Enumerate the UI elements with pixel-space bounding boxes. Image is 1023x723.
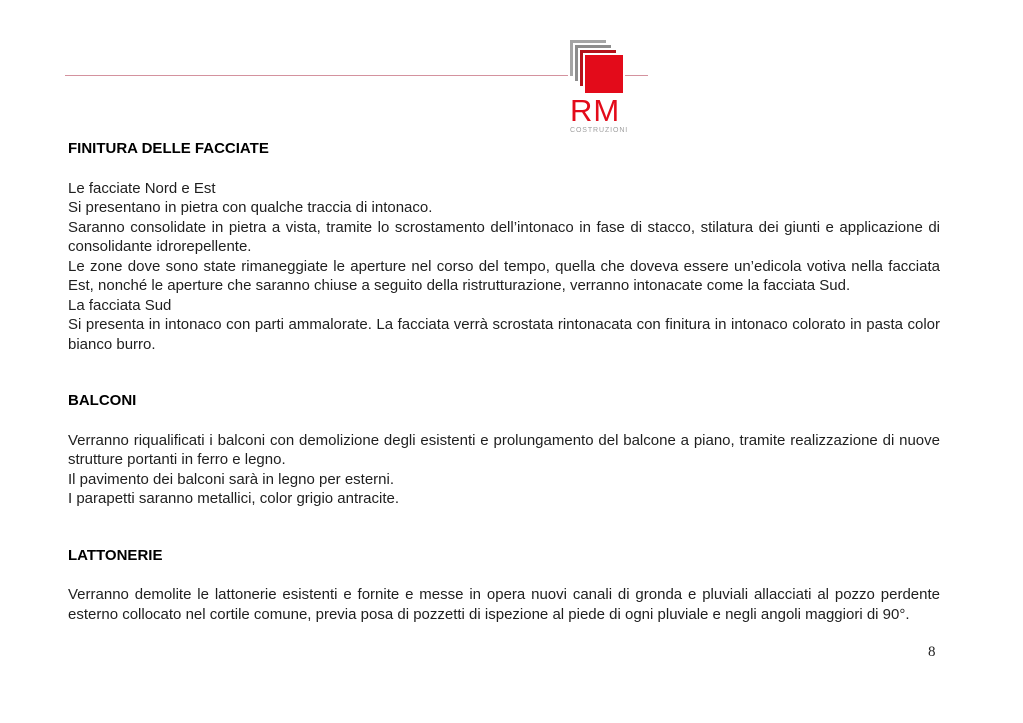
paragraph: Le facciate Nord e Est	[68, 179, 216, 197]
logo-squares-icon	[570, 40, 624, 95]
section-heading: FINITURA DELLE FACCIATE	[68, 140, 269, 157]
header-divider-line	[65, 75, 648, 76]
logo-subtext: COSTRUZIONI	[570, 127, 629, 134]
paragraph: Verranno riqualificati i balconi con demolizione degli esistenti e prolungamento del balcone a piano, tramite realizzazione di nuove strutture portanti in ferro e legno.	[68, 431, 940, 468]
paragraph: La facciata Sud	[68, 296, 172, 314]
paragraph: Si presenta in intonaco con parti ammalorate. La facciata verrà scrostata rintonacata con finitura in intonaco colorato in pasta color bianco burro.	[68, 316, 940, 353]
section-finitura-delle-facciate	[68, 139, 940, 354]
document-body	[68, 139, 940, 624]
paragraph: Saranno consolidate in pietra a vista, tramite lo scrostamento dell’intonaco in fase di stacco, stilatura dei giunti e applicazione di consolidante idrorepellente.	[68, 218, 940, 255]
paragraph: Si presentano in pietra con qualche traccia di intonaco.	[68, 199, 433, 216]
section-lattonerie	[68, 546, 940, 625]
paragraph: I parapetti saranno metallici, color grigio antracite.	[68, 490, 399, 507]
logo-text: RM	[570, 93, 621, 128]
page-number: 8	[928, 644, 936, 660]
paragraph: Verranno demolite le lattonerie esistenti e fornite e messe in opera nuovi canali di gronda e pluviali allacciati al pozzo perdente esterno collocato nel cortile comune, previa posa di pozzetti di ispezione al piede di ogni pluviale e negli angoli maggiori di 90°.	[68, 586, 940, 623]
logo-square-front-red	[585, 55, 623, 93]
section-balconi	[68, 391, 940, 509]
section-heading: LATTONERIE	[68, 546, 163, 564]
section-heading: BALCONI	[68, 392, 137, 409]
paragraph: Il pavimento dei balconi sarà in legno per esterni.	[68, 470, 395, 488]
paragraph: Le zone dove sono state rimaneggiate le aperture nel corso del tempo, quella che doveva essere un’edicola votiva nella facciata Est, nonché le aperture che saranno chiuse a seguito della ristrutturazione, verranno intonacate come la facciata Sud.	[68, 257, 940, 294]
company-logo	[570, 40, 629, 134]
